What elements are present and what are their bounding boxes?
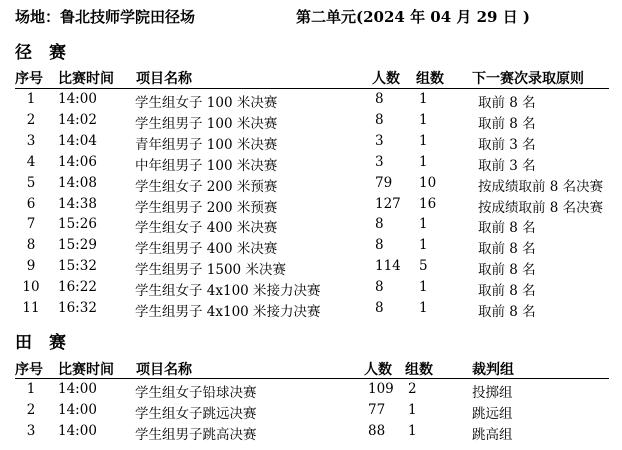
- track-cell-seq: 5: [26, 174, 36, 191]
- session-label: 第二单元(2024 年 04 月 29 日 ): [296, 8, 531, 26]
- field-col-event: 项目名称: [136, 362, 192, 378]
- track-cell-athletes: 3: [375, 132, 384, 149]
- track-cell-athletes: 79: [375, 174, 393, 191]
- field-cell-groups: 1: [408, 422, 417, 439]
- field-cell-time: 14:00: [58, 381, 97, 397]
- track-cell-rule: 取前 8 名: [478, 283, 536, 300]
- field-col-time: 比赛时间: [58, 362, 114, 378]
- track-cell-seq: 6: [26, 195, 36, 212]
- track-cell-rule: 取前 8 名: [478, 220, 536, 237]
- track-cell-groups: 1: [419, 111, 428, 128]
- track-cell-rule: 取前 8 名: [478, 95, 536, 111]
- track-col-groups: 组数: [416, 71, 444, 87]
- field-section-title: 田 赛: [15, 333, 66, 353]
- field-cell-athletes: 109: [368, 381, 394, 397]
- track-cell-athletes: 8: [375, 279, 384, 296]
- track-cell-event: 中年组男子 100 米决赛: [135, 157, 278, 174]
- field-col-seq: 序号: [15, 362, 43, 378]
- field-cell-time: 14:00: [58, 422, 97, 439]
- track-cell-seq: 3: [26, 132, 36, 149]
- track-cell-rule: 取前 3 名: [478, 136, 536, 153]
- track-cell-groups: 1: [419, 279, 428, 296]
- track-cell-seq: 1: [26, 91, 36, 107]
- track-cell-event: 学生组女子 200 米预赛: [135, 178, 278, 195]
- track-col-time: 比赛时间: [58, 71, 114, 87]
- field-cell-event: 学生组女子跳远决赛: [135, 405, 257, 422]
- track-cell-seq: 4: [26, 153, 36, 170]
- track-cell-event: 青年组男子 100 米决赛: [135, 136, 278, 153]
- track-cell-event: 学生组男子 200 米预赛: [135, 199, 278, 216]
- field-cell-rule: 跳高组: [472, 426, 513, 443]
- track-cell-seq: 11: [22, 300, 40, 316]
- track-cell-groups: 1: [419, 132, 428, 149]
- track-cell-event: 学生组女子 100 米决赛: [135, 95, 278, 111]
- track-cell-event: 学生组男子 400 米决赛: [135, 241, 278, 258]
- track-cell-groups: 1: [419, 237, 428, 254]
- field-cell-groups: 2: [408, 381, 417, 397]
- track-cell-time: 14:38: [58, 195, 97, 212]
- track-cell-rule: 取前 8 名: [478, 115, 536, 132]
- track-cell-athletes: 114: [375, 258, 401, 275]
- track-cell-event: 学生组男子 1500 米决赛: [135, 262, 286, 279]
- track-header-divider: [15, 88, 609, 89]
- track-cell-athletes: 8: [375, 216, 384, 233]
- track-cell-seq: 7: [26, 216, 36, 233]
- track-cell-time: 16:22: [58, 279, 97, 296]
- track-cell-seq: 8: [26, 237, 36, 254]
- track-col-seq: 序号: [15, 71, 43, 87]
- track-cell-time: 14:08: [58, 174, 97, 191]
- field-col-rule: 裁判组: [472, 362, 514, 378]
- track-cell-rule: 取前 8 名: [478, 304, 536, 320]
- field-cell-time: 14:00: [58, 401, 97, 418]
- field-cell-seq: 3: [26, 422, 36, 439]
- track-cell-groups: 10: [419, 174, 437, 191]
- track-col-rule: 下一赛次录取原则: [472, 71, 584, 87]
- track-cell-groups: 1: [419, 153, 428, 170]
- field-cell-athletes: 77: [368, 401, 386, 418]
- track-cell-event: 学生组女子 4x100 米接力决赛: [135, 283, 321, 300]
- track-cell-seq: 9: [26, 258, 36, 275]
- track-cell-rule: 按成绩取前 8 名决赛: [478, 178, 604, 195]
- track-cell-event: 学生组女子 400 米决赛: [135, 220, 278, 237]
- track-cell-athletes: 3: [375, 153, 384, 170]
- track-cell-event: 学生组男子 4x100 米接力决赛: [135, 304, 321, 320]
- track-cell-time: 15:32: [58, 258, 97, 275]
- track-cell-athletes: 127: [375, 195, 401, 212]
- track-cell-athletes: 8: [375, 91, 384, 107]
- track-cell-time: 14:00: [58, 91, 97, 107]
- field-cell-rule: 投掷组: [472, 385, 513, 401]
- track-cell-time: 14:04: [58, 132, 97, 149]
- track-section-title: 径 赛: [15, 43, 66, 63]
- venue-label: 场地：鲁北技师学院田径场: [15, 8, 196, 26]
- track-cell-rule: 取前 8 名: [478, 241, 536, 258]
- field-cell-athletes: 88: [368, 422, 386, 439]
- field-cell-event: 学生组女子铅球决赛: [135, 385, 257, 401]
- field-cell-event: 学生组男子跳高决赛: [135, 426, 257, 443]
- track-cell-seq: 10: [22, 279, 40, 296]
- track-cell-time: 15:29: [58, 237, 97, 254]
- track-cell-time: 16:32: [58, 300, 97, 316]
- track-cell-groups: 5: [419, 258, 428, 275]
- track-cell-athletes: 8: [375, 237, 384, 254]
- track-cell-time: 14:06: [58, 153, 97, 170]
- track-cell-groups: 16: [419, 195, 437, 212]
- track-cell-seq: 2: [26, 111, 36, 128]
- field-cell-seq: 1: [26, 381, 36, 397]
- track-col-athletes: 人数: [372, 71, 400, 87]
- track-cell-athletes: 8: [375, 300, 384, 316]
- track-cell-rule: 取前 3 名: [478, 157, 536, 174]
- field-cell-seq: 2: [26, 401, 36, 418]
- track-cell-groups: 1: [419, 216, 428, 233]
- track-cell-groups: 1: [419, 91, 428, 107]
- track-cell-event: 学生组男子 100 米决赛: [135, 115, 278, 132]
- field-cell-rule: 跳远组: [472, 405, 513, 422]
- track-cell-rule: 按成绩取前 8 名决赛: [478, 199, 604, 216]
- track-col-event: 项目名称: [136, 71, 192, 87]
- field-col-athletes: 人数: [364, 362, 392, 378]
- field-cell-groups: 1: [408, 401, 417, 418]
- field-header-divider: [15, 378, 609, 379]
- track-cell-time: 14:02: [58, 111, 97, 128]
- track-cell-time: 15:26: [58, 216, 97, 233]
- field-col-groups: 组数: [405, 362, 433, 378]
- track-cell-rule: 取前 8 名: [478, 262, 536, 279]
- track-cell-athletes: 8: [375, 111, 384, 128]
- track-cell-groups: 1: [419, 300, 428, 316]
